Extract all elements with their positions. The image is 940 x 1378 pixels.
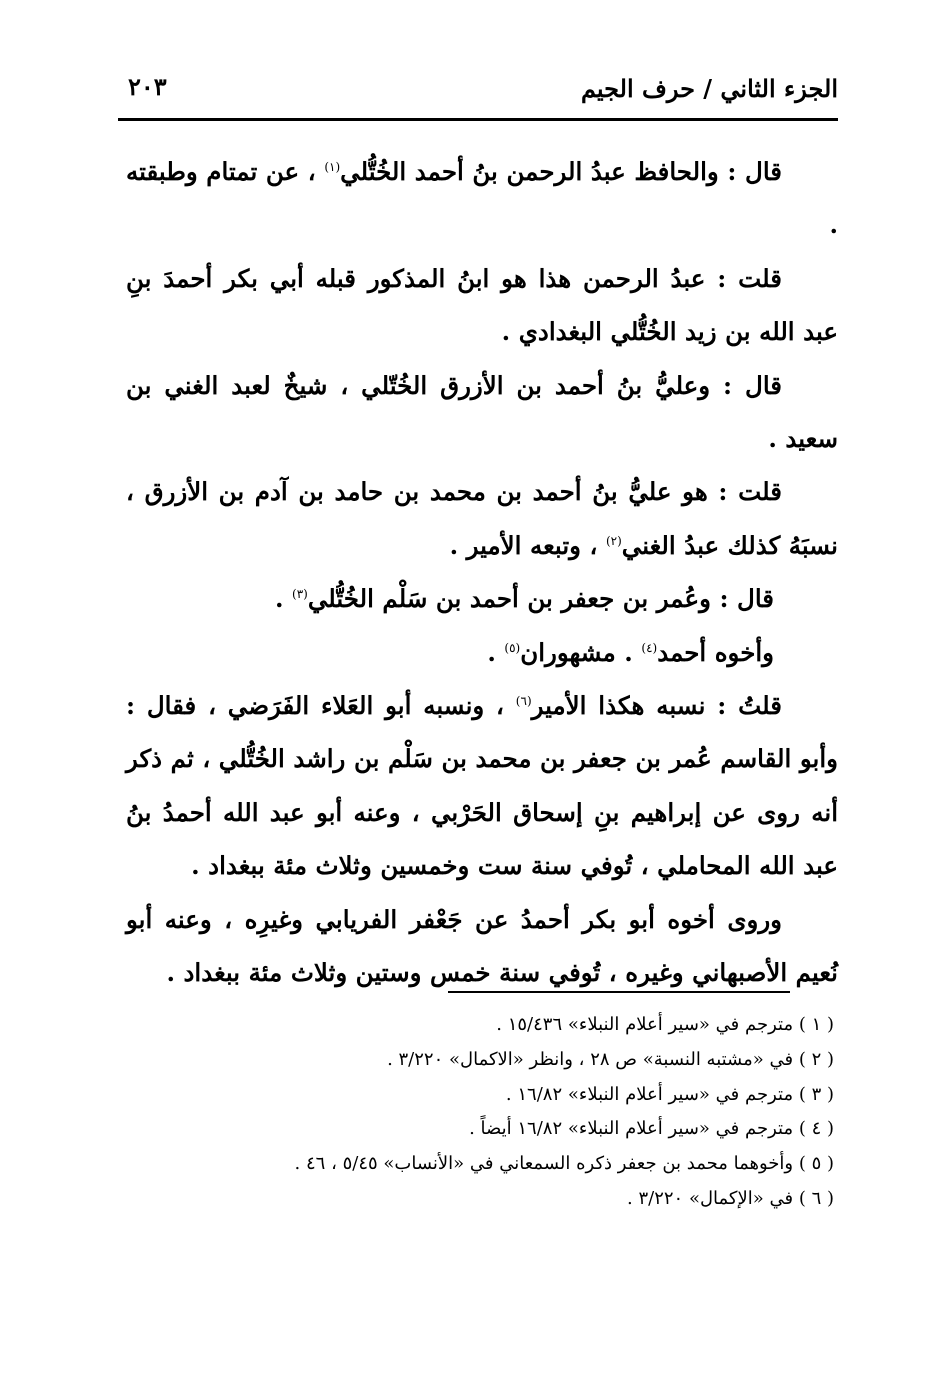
paragraph-2 — [126, 252, 838, 359]
paragraph-4 — [126, 465, 838, 572]
footnote-1: ( ١ ) مترجم في «سير أعلام النبلاء» ١٥/٤٣٦ . — [496, 1014, 834, 1035]
footnote-ref-4: (٤) — [641, 640, 658, 655]
text-run: . — [487, 637, 505, 667]
text-run: . مشهوران — [520, 637, 642, 667]
text-run: قال : وعليُّ بنُ أحمد بن الأزرق الخُتّلي ، شيخٌ لعبد الغني بن سعيد . — [126, 370, 838, 454]
running-title: الجزء الثاني / حرف الجيم — [580, 74, 838, 103]
footnote-ref-6: (٦) — [515, 694, 532, 709]
text-run: قال : وعُمر بن جعفر بن أحمد بن سَلْم الخُتُّلي — [307, 584, 774, 614]
header-rule — [118, 118, 838, 121]
paragraph-8 — [126, 893, 838, 1000]
text-run: قلت : هو عليُّ بنُ أحمد بن محمد بن حامد بن آدم بن الأزرق ، نسبَهُ كذلك عبدُ الغني — [126, 477, 838, 560]
footnote-ref-1: (١) — [324, 160, 341, 174]
footnote-ref-2: (٢) — [605, 533, 622, 548]
text-run: ، وتبعه الأمير . — [449, 530, 606, 560]
text-run: قال : والحافظ عبدُ الرحمن بنُ أحمد الخُتُّلي — [340, 157, 783, 186]
text-run: وأخوه أحمد — [657, 637, 774, 667]
footnote-2: ( ٢ ) في «مشتبه النسبة» ص ٢٨ ، وانظر «الاكمال» ٣/٢٢٠ . — [387, 1048, 834, 1070]
footnote-4: ( ٤ ) مترجم في «سير أعلام النبلاء» ١٦/٨٢ أيضاً . — [469, 1118, 834, 1140]
text-run: قلتُ : نسبه هكذا الأمير — [531, 691, 782, 721]
text-run: ، عن تمتام وطبقته . — [126, 157, 838, 240]
text-run: ، ونسبه أبو العَلاء الفَرَضي ، فقال : وأبو القاسم عُمر بن جعفر بن محمد بن سَلْم بن راشد الخُتُّلي ، ثم ذكر أنه روى عن إبراهيم بنِ إسحاق الحَرْبي ، وعنه أبو عبد الله أحمدُ بنُ عبد الله المحاملي ، تُوفي سنة ست وخمسين وثلاث مئة ببغداد . — [126, 691, 838, 881]
paragraph-5 — [126, 572, 838, 625]
paragraph-1 — [126, 145, 838, 252]
paragraph-3 — [126, 359, 838, 466]
footnote-5: ( ٥ ) وأخوهما محمد بن جعفر ذكره السمعاني في «الأنساب» ٥/٤٥ ، ٤٦ . — [294, 1153, 834, 1175]
text-run: وروى أخوه أبو بكر أحمدُ عن جَعْفر الفريابي وغيرِه ، وعنه أبو نُعيم الأصبهاني وغيره ، تُوفي سنة خمس وستين وثلاث مئة ببغداد . — [126, 904, 838, 988]
main-text — [126, 145, 838, 1000]
footnote-6: ( ٦ ) في «الإكمال» ٣/٢٢٠ . — [627, 1187, 834, 1209]
page-number: ٢٠٣ — [128, 72, 167, 101]
footnote-3: ( ٣ ) مترجم في «سير أعلام النبلاء» ١٦/٨٢ . — [505, 1083, 834, 1105]
paragraph-6 — [126, 626, 838, 679]
footnotes — [144, 1008, 834, 1217]
paragraph-7 — [126, 679, 838, 893]
text-run: . — [274, 584, 293, 614]
footnote-ref-5: (٥) — [504, 640, 521, 655]
footnote-rule — [448, 991, 790, 993]
footnote-ref-3: (٣) — [292, 587, 308, 602]
text-run: قلت : عبدُ الرحمن هذا هو ابنُ المذكور قبله أبي بكر أحمدَ بنِ عبد الله بن زيد الخُتُّلي البغدادي . — [126, 263, 838, 347]
